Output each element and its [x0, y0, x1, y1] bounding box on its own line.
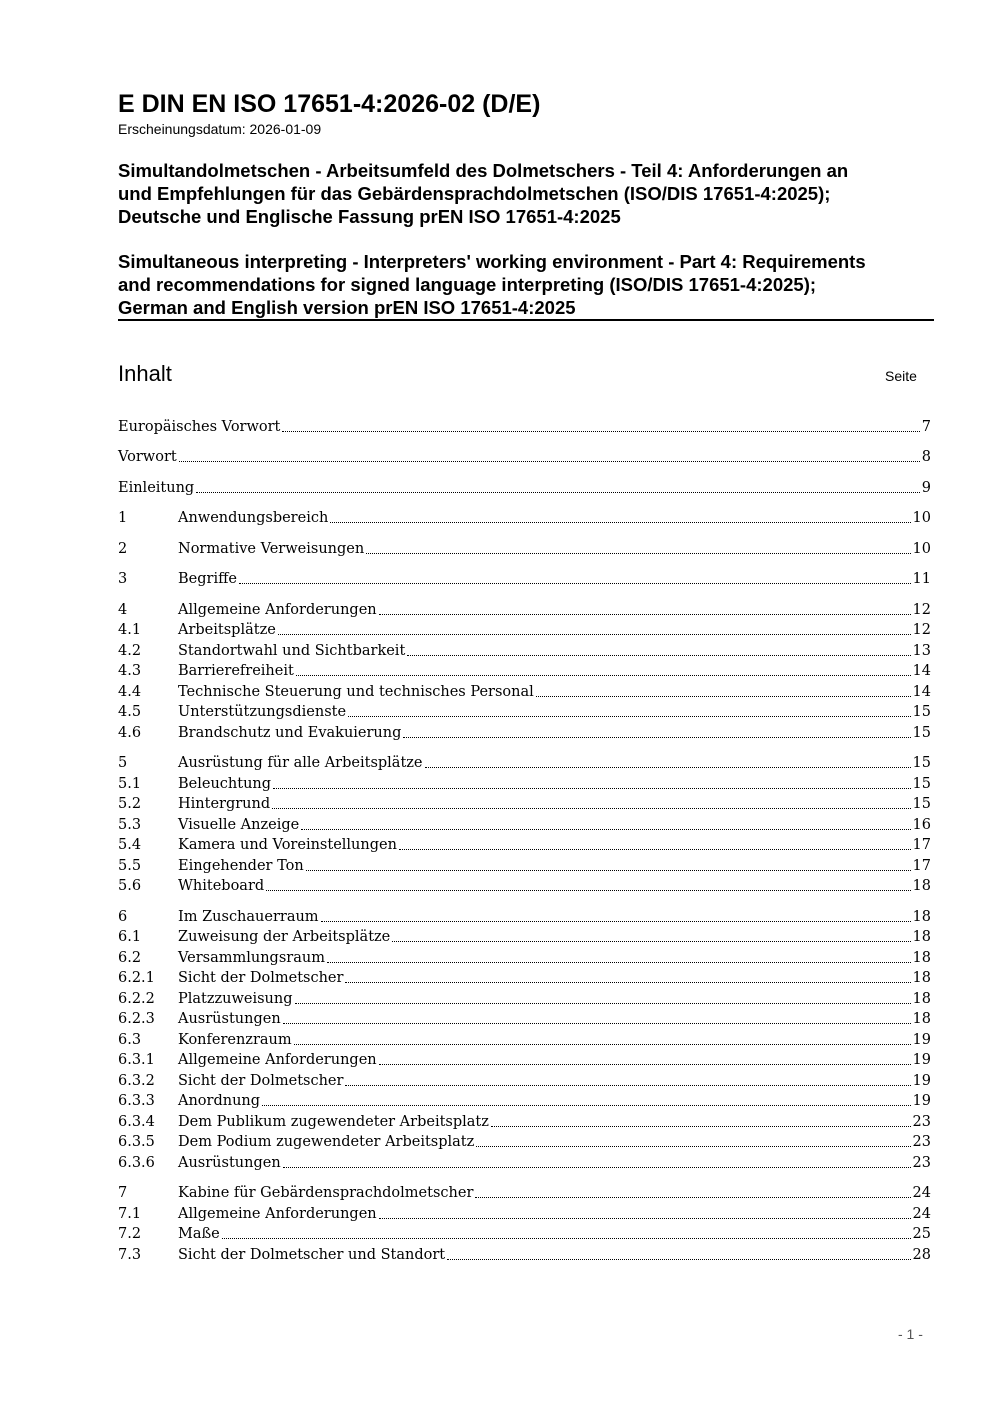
toc-entry[interactable] — [118, 447, 931, 468]
toc-dot-leader — [321, 921, 911, 922]
toc-entry-label: Hintergrund — [178, 796, 271, 812]
toc-entry-label: Allgemeine Anforderungen — [178, 1205, 377, 1222]
toc-entry[interactable] — [118, 1224, 931, 1245]
toc-entry-page: 19 — [912, 1072, 931, 1089]
toc-heading: Inhalt — [118, 361, 172, 386]
toc-entry-page: 15 — [912, 796, 931, 812]
toc-entry-page: 18 — [912, 990, 931, 1007]
title-english-line: German and English version prEN ISO 17651-4:2025 — [118, 297, 576, 318]
toc-entry-label: Maße — [178, 1226, 220, 1242]
toc-entry-label: Anwendungsbereich — [178, 510, 329, 526]
toc-entry-page: 14 — [912, 683, 931, 700]
toc-entry-page: 18 — [912, 1011, 931, 1027]
toc-entry-label: Allgemeine Anforderungen — [178, 1052, 377, 1068]
toc-dot-leader — [306, 870, 911, 871]
toc-entry-page: 23 — [912, 1134, 931, 1150]
toc-dot-leader — [345, 1085, 910, 1086]
toc-entry-number: 5.1 — [118, 775, 142, 792]
toc-entry-label: Kamera und Voreinstellungen — [178, 837, 397, 853]
toc-entry-label: Beleuchtung — [178, 775, 272, 792]
toc-dot-leader — [272, 808, 910, 809]
toc-entry-number: 3 — [118, 571, 128, 587]
toc-entry[interactable] — [118, 814, 931, 835]
toc-entry[interactable] — [118, 1111, 931, 1132]
toc-dot-leader — [392, 941, 910, 942]
toc-entry[interactable] — [118, 661, 931, 682]
toc-entry-page: 23 — [912, 1154, 931, 1171]
toc-entry-page: 18 — [912, 878, 931, 894]
toc-dot-leader — [425, 767, 911, 768]
toc-entry[interactable] — [118, 968, 931, 989]
toc-entry-label: Vorwort — [118, 449, 177, 465]
toc-dot-leader — [536, 696, 911, 697]
toc-dot-leader — [379, 1218, 911, 1219]
title-german — [118, 159, 948, 228]
toc-dot-leader — [330, 522, 910, 523]
toc-dot-leader — [294, 1044, 911, 1045]
toc-dot-leader — [179, 461, 920, 462]
toc-entry[interactable] — [118, 927, 931, 948]
toc-entry-page: 23 — [912, 1113, 931, 1130]
toc-entry-label: Dem Publikum zugewendeter Arbeitsplatz — [178, 1113, 489, 1130]
toc-entry-page: 12 — [912, 601, 931, 618]
toc-entry-number: 5.6 — [118, 878, 142, 894]
toc-entry-number: 5.4 — [118, 837, 142, 853]
toc-entry-number: 1 — [118, 510, 128, 526]
toc-entry[interactable] — [118, 988, 931, 1009]
toc-dot-leader — [379, 1064, 911, 1065]
toc-entry[interactable] — [118, 1009, 931, 1030]
toc-entry-number: 4 — [118, 601, 128, 618]
toc-entry-number: 6.3.6 — [118, 1154, 155, 1171]
toc-entry[interactable] — [118, 1050, 931, 1071]
toc-entry-page: 10 — [912, 540, 931, 557]
toc-entry-label: Begriffe — [178, 571, 237, 587]
toc-entry-page: 28 — [912, 1246, 931, 1263]
toc-entry-label: Dem Podium zugewendeter Arbeitsplatz — [178, 1134, 475, 1150]
toc-entry-label: Technische Steuerung und technisches Personal — [178, 683, 534, 700]
toc-entry-page: 12 — [912, 622, 931, 638]
document-id: E DIN EN ISO 17651-4:2026-02 (D/E) — [118, 90, 541, 118]
toc-dot-leader — [196, 492, 920, 493]
toc-entry-label: Barrierefreiheit — [178, 663, 294, 679]
toc-dot-leader — [283, 1167, 911, 1168]
toc-entry-number: 7.3 — [118, 1246, 142, 1263]
toc-entry-number: 5.5 — [118, 857, 142, 874]
toc-dot-leader — [295, 1003, 911, 1004]
toc-dot-leader — [475, 1197, 910, 1198]
toc-entry-number: 4.4 — [118, 683, 142, 700]
toc-entry-page: 13 — [912, 642, 931, 659]
toc-entry-number: 4.6 — [118, 724, 142, 741]
toc-entry[interactable] — [118, 794, 931, 815]
toc-entry-number: 5.2 — [118, 796, 142, 812]
toc-entry-number: 2 — [118, 540, 128, 557]
toc-entry-label: Im Zuschauerraum — [178, 908, 319, 925]
toc-entry-label: Einleitung — [118, 479, 195, 496]
toc-entry[interactable] — [118, 1203, 931, 1224]
toc-entry-page: 19 — [912, 1093, 931, 1109]
toc-entry-number: 4.5 — [118, 704, 142, 720]
page-number: - 1 - — [898, 1326, 923, 1342]
toc-entry-label: Kabine für Gebärdensprachdolmetscher — [178, 1185, 474, 1201]
toc-entry[interactable] — [118, 753, 931, 774]
toc-entry[interactable] — [118, 1244, 931, 1265]
toc-entry-label: Europäisches Vorwort — [118, 418, 281, 435]
toc-entry[interactable] — [118, 1029, 931, 1050]
toc-entry-page: 15 — [912, 755, 931, 771]
toc-dot-leader — [283, 1023, 911, 1024]
toc-entry-number: 6.3.5 — [118, 1134, 155, 1150]
toc-entry-label: Platzzuweisung — [178, 990, 293, 1007]
toc-entry-label: Standortwahl und Sichtbarkeit — [178, 642, 406, 659]
toc-entry-number: 6.2.1 — [118, 970, 155, 986]
toc-entry[interactable] — [118, 620, 931, 641]
toc-entry-number: 6.3 — [118, 1031, 142, 1048]
toc-dot-leader — [262, 1105, 910, 1106]
toc-entry[interactable] — [118, 477, 931, 498]
toc-entry[interactable] — [118, 855, 931, 876]
toc-dot-leader — [273, 788, 911, 789]
title-english — [118, 250, 948, 319]
toc-entry-number: 6.3.2 — [118, 1072, 155, 1089]
toc-entry-label: Versammlungsraum — [178, 949, 325, 966]
title-german-line: Deutsche und Englische Fassung prEN ISO 17651-4:2025 — [118, 206, 621, 227]
toc-entry-page: 14 — [912, 663, 931, 679]
toc-entry[interactable] — [118, 1152, 931, 1173]
toc-entry-page: 15 — [912, 775, 931, 792]
toc-entry-number: 7 — [118, 1185, 128, 1201]
toc-entry-number: 5 — [118, 755, 128, 771]
toc-entry-page: 19 — [912, 1052, 931, 1068]
toc-entry-number: 7.2 — [118, 1226, 142, 1242]
toc-dot-leader — [491, 1126, 911, 1127]
toc-entry-label: Ausrüstung für alle Arbeitsplätze — [178, 755, 423, 771]
title-german-line: und Empfehlungen für das Gebärdensprachdolmetschen (ISO/DIS 17651-4:2025); — [118, 183, 831, 204]
toc-entry-label: Sicht der Dolmetscher und Standort — [178, 1246, 446, 1263]
toc-dot-leader — [239, 583, 911, 584]
toc-dot-leader — [476, 1146, 910, 1147]
publication-date: Erscheinungsdatum: 2026-01-09 — [118, 121, 322, 137]
toc-dot-leader — [327, 962, 911, 963]
toc-entry-page: 8 — [921, 449, 931, 465]
toc-entry-page: 18 — [912, 970, 931, 986]
toc-entry-label: Whiteboard — [178, 878, 265, 894]
toc-entry-label: Brandschutz und Evakuierung — [178, 724, 402, 741]
toc-entry-label: Konferenzraum — [178, 1031, 292, 1048]
toc-entry-number: 6.2 — [118, 949, 142, 966]
toc-dot-leader — [282, 431, 919, 432]
toc-entry-number: 4.1 — [118, 622, 142, 638]
toc-entry[interactable] — [118, 835, 931, 856]
toc-entry[interactable] — [118, 1132, 931, 1153]
toc-entry-label: Sicht der Dolmetscher — [178, 970, 344, 986]
toc-entry-page: 7 — [921, 418, 931, 435]
toc-entry-label: Zuweisung der Arbeitsplätze — [178, 929, 391, 945]
toc-dot-leader — [345, 982, 910, 983]
toc-entry-label: Ausrüstungen — [178, 1154, 281, 1171]
toc-entry[interactable] — [118, 640, 931, 661]
toc-entry[interactable] — [118, 722, 931, 743]
toc-entry-number: 7.1 — [118, 1205, 142, 1222]
toc-entry-page: 17 — [912, 837, 931, 853]
toc-entry[interactable] — [118, 947, 931, 968]
toc-dot-leader — [447, 1259, 910, 1260]
toc-dot-leader — [366, 553, 910, 554]
toc-entry-page: 15 — [912, 704, 931, 720]
toc-dot-leader — [403, 737, 910, 738]
toc-entry[interactable] — [118, 681, 931, 702]
toc-entry[interactable] — [118, 773, 931, 794]
toc-entry-page: 15 — [912, 724, 931, 741]
toc-entry-label: Allgemeine Anforderungen — [178, 601, 377, 618]
toc-entry-page: 9 — [921, 479, 931, 496]
toc-entry[interactable] — [118, 702, 931, 723]
toc-entry-number: 6.3.1 — [118, 1052, 155, 1068]
toc-entry[interactable] — [118, 599, 931, 620]
title-english-line: Simultaneous interpreting - Interpreters' working environment - Part 4: Requirements — [118, 251, 866, 272]
toc-entry-page: 25 — [912, 1226, 931, 1242]
title-divider — [118, 319, 934, 321]
toc-dot-leader — [266, 890, 910, 891]
title-english-line: and recommendations for signed language interpreting (ISO/DIS 17651-4:2025); — [118, 274, 817, 295]
toc-entry-page: 18 — [912, 929, 931, 945]
toc-entry-page: 10 — [912, 510, 931, 526]
toc-dot-leader — [296, 675, 911, 676]
toc-entry-number: 6.3.4 — [118, 1113, 155, 1130]
toc-dot-leader — [399, 849, 911, 850]
toc-entry[interactable] — [118, 1091, 931, 1112]
toc-entry-number: 6.3.3 — [118, 1093, 155, 1109]
toc-dot-leader — [407, 655, 910, 656]
toc-entry-page: 24 — [912, 1185, 931, 1201]
toc-entry-label: Unterstützungsdienste — [178, 704, 347, 720]
toc-dot-leader — [348, 716, 910, 717]
toc-entry-label: Normative Verweisungen — [178, 540, 365, 557]
toc-entry-number: 4.2 — [118, 642, 142, 659]
toc-entry-number: 4.3 — [118, 663, 142, 679]
toc-entry[interactable] — [118, 569, 931, 590]
toc-entry-number: 6.2.3 — [118, 1011, 155, 1027]
toc-entry-label: Sicht der Dolmetscher — [178, 1072, 344, 1089]
toc-entry-number: 6.2.2 — [118, 990, 155, 1007]
toc-entry-page: 19 — [912, 1031, 931, 1048]
toc-entry[interactable] — [118, 1070, 931, 1091]
toc-entry[interactable] — [118, 906, 931, 927]
toc-entry-page: 18 — [912, 908, 931, 925]
toc-entry-label: Arbeitsplätze — [178, 622, 276, 638]
toc-entry-page: 18 — [912, 949, 931, 966]
toc-entry-label: Eingehender Ton — [178, 857, 304, 874]
toc-entry-page: 11 — [912, 571, 931, 587]
toc-dot-leader — [379, 614, 911, 615]
toc-entry-number: 6.1 — [118, 929, 142, 945]
toc-entry[interactable] — [118, 416, 931, 437]
toc-entry-label: Visuelle Anzeige — [178, 816, 300, 833]
toc-entry-page: 24 — [912, 1205, 931, 1222]
toc-entry-number: 6 — [118, 908, 128, 925]
toc-entry-page: 17 — [912, 857, 931, 874]
toc-entry[interactable] — [118, 876, 931, 897]
toc-dot-leader — [278, 634, 911, 635]
toc-dot-leader — [222, 1238, 911, 1239]
toc-entry[interactable] — [118, 508, 931, 529]
toc-page-label: Seite — [885, 368, 917, 384]
title-german-line: Simultandolmetschen - Arbeitsumfeld des Dolmetschers - Teil 4: Anforderungen an — [118, 160, 849, 181]
table-of-contents — [118, 416, 931, 1265]
toc-dot-leader — [301, 829, 910, 830]
toc-entry-page: 16 — [912, 816, 931, 833]
toc-entry[interactable] — [118, 1183, 931, 1204]
toc-entry[interactable] — [118, 538, 931, 559]
toc-entry-label: Anordnung — [178, 1093, 261, 1109]
toc-entry-number: 5.3 — [118, 816, 142, 833]
toc-entry-label: Ausrüstungen — [178, 1011, 281, 1027]
